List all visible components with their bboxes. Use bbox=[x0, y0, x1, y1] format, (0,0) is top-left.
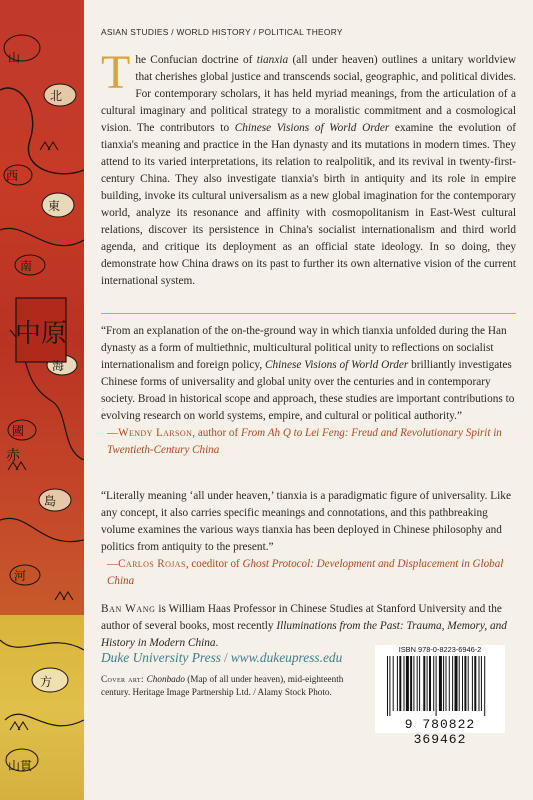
barcode-bar bbox=[439, 656, 442, 711]
barcode-bar bbox=[410, 656, 412, 711]
map-label: 赤 bbox=[6, 448, 20, 464]
barcode-bar bbox=[464, 656, 466, 711]
publisher-url: www.dukeupress.edu bbox=[230, 650, 343, 665]
barcode-bar bbox=[472, 656, 473, 711]
barcode-bar bbox=[479, 656, 480, 711]
isbn-number: ISBN 978-0-8223-6946-2 bbox=[398, 645, 482, 654]
barcode-bar bbox=[452, 656, 453, 711]
barcode-bar bbox=[459, 656, 460, 711]
blurb-attribution: —Carlos Rojas, coeditor of Ghost Protocol: Development and Displacement in Global China bbox=[107, 558, 504, 587]
barcode-bar bbox=[462, 656, 463, 711]
barcode-bar bbox=[397, 656, 398, 711]
barcode-bar bbox=[419, 656, 420, 711]
barcode-bar bbox=[455, 656, 458, 711]
barcode-bar bbox=[436, 656, 437, 716]
barcode-bar bbox=[484, 656, 485, 716]
barcode-bar bbox=[417, 656, 418, 711]
map-label: 島 bbox=[44, 494, 57, 508]
blurb-quote: “Literally meaning ‘all under heaven,’ tianxia is a paradigmatic figure of universality. Like any concept, it also carries specific meanings and connotations, and this pathbreaking volume examines the various ways tianxia has been deployed in Chinese philosophy and politics from antiquity to the present.” —Carlos Rojas, coeditor of Ghost Protocol: Development and Displacement in Global China bbox=[101, 488, 516, 590]
publisher-name: Duke University Press bbox=[101, 650, 221, 665]
blurb-quote: “From an explanation of the on-the-ground way in which tianxia unfolded during the Han dynasty as a form of multiethnic, multicultural political unity to reflections on socialist internationalism and foreign policy, Chinese Visions of World Order brilliantly investigates Chinese forms of universality and global unity over the centuries and in contemporary society. Broad in historical scope and approach, these studies are important contributions to evolving research on world systems, empire, and cultural or political authority.” —Wendy Larson, author of From Ah Q to Lei Feng: Freud and Revolutionary Spirit in Twentieth-Century China bbox=[101, 323, 516, 459]
barcode-bar bbox=[449, 656, 450, 711]
map-label: 方 bbox=[40, 675, 53, 689]
cover-art-credit: Cover art: Chonbado (Map of all under heaven), mid-eighteenth century. Heritage Image Partnership Ltd. / Alamy Stock Photo. bbox=[101, 674, 344, 697]
barcode-bar bbox=[406, 656, 409, 711]
barcode-bar bbox=[446, 656, 447, 711]
map-label: 西 bbox=[6, 169, 19, 183]
cover-map-strip bbox=[0, 0, 84, 800]
barcode-bar bbox=[474, 656, 476, 711]
map-label: 山貫 bbox=[8, 759, 33, 773]
blurb-attribution: —Wendy Larson, author of From Ah Q to Lei Feng: Freud and Revolutionary Spirit in Twentieth-Century China bbox=[107, 427, 502, 456]
barcode-bar bbox=[433, 656, 434, 711]
map-label-center: 中原 bbox=[14, 319, 68, 349]
barcode-bar bbox=[399, 656, 401, 711]
book-description: The Confucian doctrine of tianxia (all under heaven) outlines a unitary worldview that cherishes global justice and transcends social, geographic, and political divides. For contemporary scholars, it has held myriad meanings, from the articulation of a cultural imaginary and political strategy to a moralistic commitment and a cosmological vision. The contributors to Chinese Visions of World Order examine the evolution of tianxia's meaning and practice in the Han dynasty and its mutations in modern times. They attend to its varied interpretations, its relation to realpolitik, and its revival in twenty-first-century China. They also investigate tianxia's birth in antiquity and its role in empire building, invoke its cultural universalism as a new global imagination for the contemporary world, analyze its resonance and affinity with cosmopolitanism in East-West cultural relations, discover its persistence in China's socialist internationalism and third world agenda, and critique its deployment as an official state ideology. In so doing, they demonstrate how China draws on its past to further its own alternative vision of the current international system. bbox=[101, 46, 516, 287]
map-label: 國 bbox=[12, 424, 25, 438]
barcode-bar bbox=[387, 656, 388, 716]
map-label: 北 bbox=[50, 89, 63, 103]
drop-cap: T bbox=[101, 46, 131, 99]
publisher-line: Duke University Press / www.dukeupress.edu bbox=[101, 650, 343, 665]
barcode-bars bbox=[385, 656, 495, 716]
subject-categories: ASIAN STUDIES / WORLD HISTORY / POLITICAL THEORY bbox=[101, 27, 343, 37]
barcode-bar bbox=[423, 656, 425, 711]
map-label: 南 bbox=[20, 259, 33, 273]
map-label: 山 bbox=[8, 51, 21, 65]
barcode-bar bbox=[443, 656, 444, 711]
ean-digits: 9 780822 369462 bbox=[404, 717, 476, 747]
barcode-bar bbox=[404, 656, 405, 711]
map-label: 海 bbox=[52, 359, 65, 373]
isbn-barcode bbox=[375, 645, 505, 747]
barcode-bar bbox=[413, 656, 414, 711]
blurb-author: Wendy Larson bbox=[118, 427, 193, 439]
barcode-bar bbox=[481, 656, 482, 711]
map-label: 東 bbox=[48, 199, 61, 213]
barcode-bar bbox=[468, 656, 469, 711]
divider-rule bbox=[101, 313, 516, 314]
editor-name: Ban Wang bbox=[101, 603, 156, 615]
blurb-author: Carlos Rojas bbox=[118, 558, 186, 570]
barcode-bar bbox=[389, 656, 390, 716]
author-bio: Ban Wang is William Haas Professor in Chinese Studies at Stanford University and the author of several books, most recently Illuminations from the Past: Trauma, Memory, and History in Modern China. bbox=[101, 603, 507, 649]
barcode-bar bbox=[427, 656, 428, 711]
barcode-bar bbox=[393, 656, 394, 711]
barcode-bar bbox=[429, 656, 431, 711]
blurb-work: Ghost Protocol: Development and Displacement in Global China bbox=[107, 558, 504, 587]
map-illustration bbox=[0, 0, 84, 800]
blurb-work: From Ah Q to Lei Feng: Freud and Revolutionary Spirit in Twentieth-Century China bbox=[107, 427, 502, 456]
map-label: 河 bbox=[14, 569, 27, 583]
